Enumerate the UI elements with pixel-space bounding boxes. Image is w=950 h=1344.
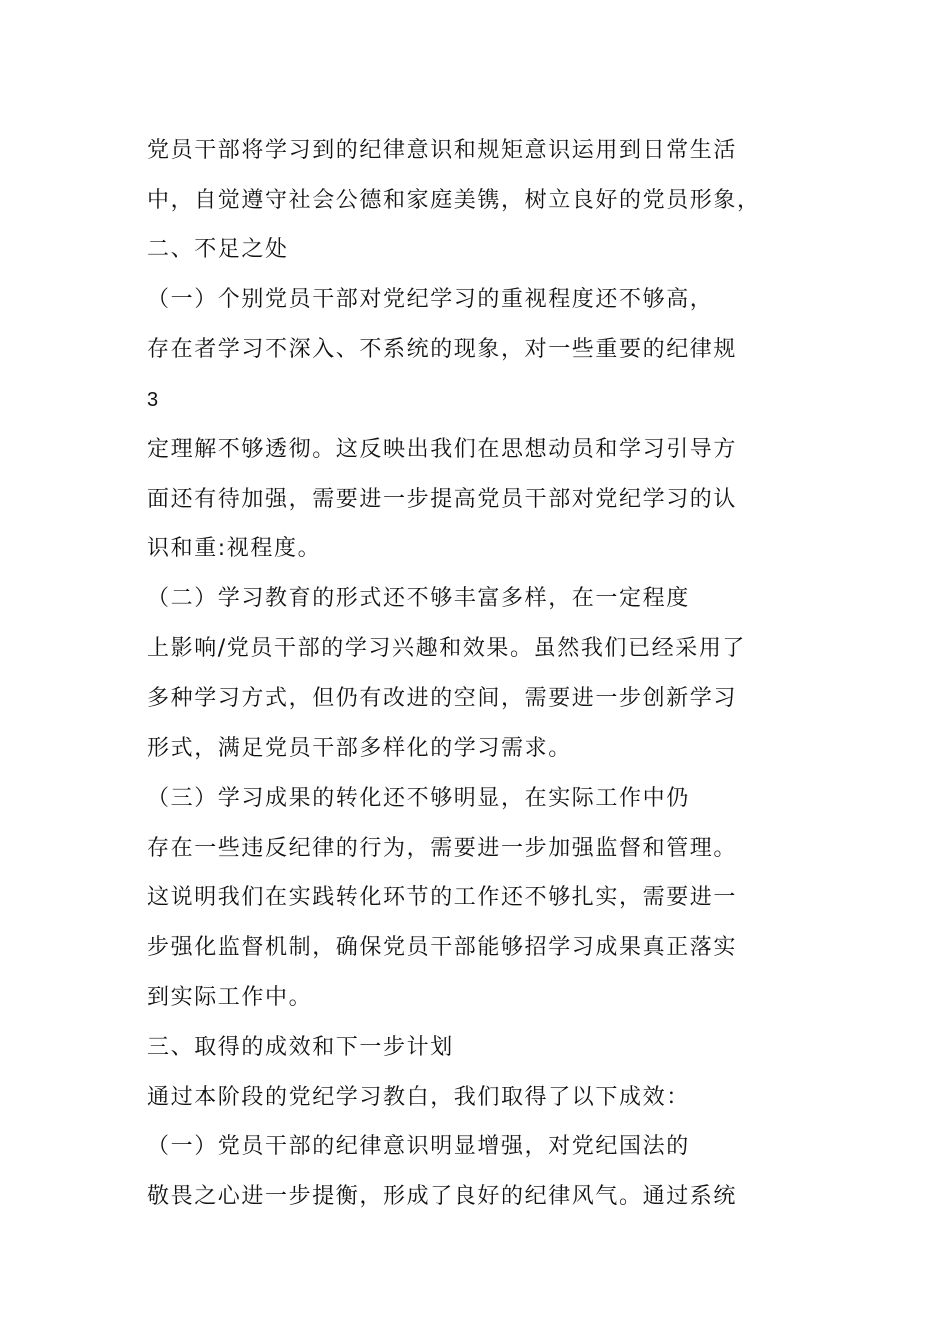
section-heading: 三、取得的成效和下一步计划 [147,1035,454,1060]
paragraph-line: 上影响/党员干部的学习兴趣和效果。虽然我们已经采用了 [147,636,747,661]
paragraph-line: 形式，满足党员干部多样化的学习需求。 [147,736,572,761]
paragraph-line: （一）党员干部的纪律意识明显增强，对党纪国法的 [147,1134,690,1159]
paragraph-line: （一）个别党员干部对党纪学习的重视程度还不够高， [147,287,714,312]
section-heading: 二、不足之处 [147,237,289,262]
paragraph-line: 多种学习方式，但仍有改进的空间，需要进一步创新学习 [147,686,738,711]
paragraph-line: 中，自觉遵守社会公德和家庭美镌，树立良好的党员形象， [147,188,761,213]
paragraph-line: 到实际工作中。 [147,985,313,1010]
paragraph-line: 通过本阶段的党纪学习教白，我们取得了以下成效： [147,1085,690,1110]
paragraph-line: 存在一些违反纪律的行为，需要进一步加强监督和管理。 [147,836,738,861]
paragraph-line: 面还有待加强，需要进一步提高党员干部对党纪学习的认 [147,487,738,512]
paragraph-line: （二）学习教育的形式还不够丰富多样，在一定程度 [147,586,690,611]
paragraph-line: 存在者学习不深入、不系统的现象，对一些重要的纪律规 [147,337,738,362]
page-number: 3 [147,389,159,411]
paragraph-line: 敬畏之心进一步提衡，形成了良好的纪律风气。通过系统 [147,1184,738,1209]
paragraph-line: 步强化监督机制，确保党员干部能够招学习成果真正落实 [147,935,738,960]
paragraph-line: 这说明我们在实践转化环节的工作还不够扎实，需要进一 [147,885,738,910]
paragraph-line: 定理解不够透彻。这反映出我们在思想动员和学习引导方 [147,437,738,462]
paragraph-line: （三）学习成果的转化还不够明显，在实际工作中仍 [147,786,690,811]
paragraph-line: 党员干部将学习到的纪律意识和规矩意识运用到日常生活 [147,138,738,163]
paragraph-line: 识和重:视程度。 [147,536,322,561]
